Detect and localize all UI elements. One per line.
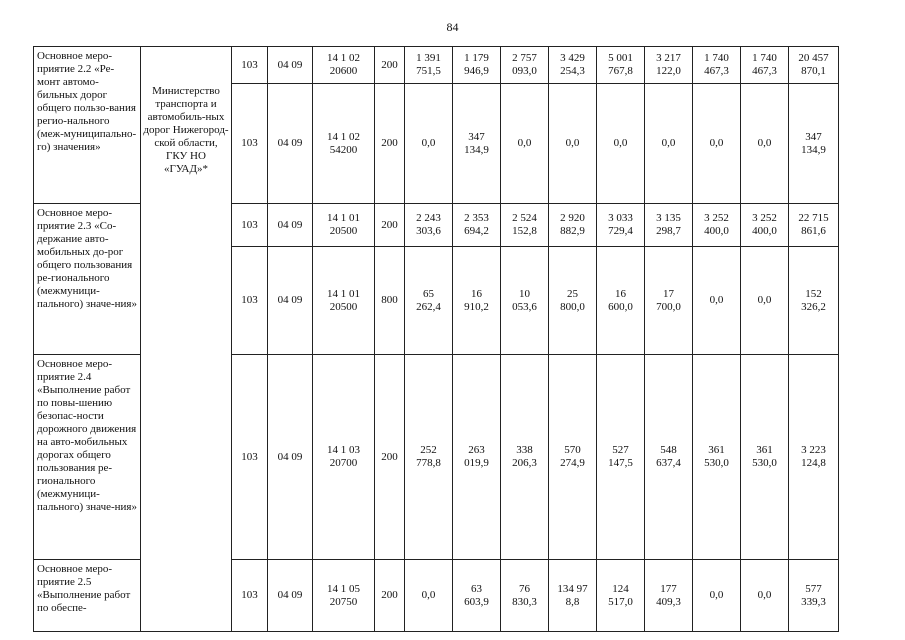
amount-part: 124 [612, 582, 629, 595]
ministry-code-cell: 103 [232, 47, 268, 84]
amount-part: 530,0 [704, 457, 729, 469]
amount-part: 882,9 [560, 225, 585, 237]
amount-part: 3 429 [560, 52, 585, 64]
amount-cell [405, 355, 453, 560]
amount-part: 347 [805, 130, 822, 143]
target-article-part: 14 1 03 [327, 444, 360, 456]
amount-cell [693, 247, 741, 355]
table-row [34, 47, 839, 84]
expense-type-cell: 800 [375, 247, 405, 355]
amount-cell [645, 355, 693, 560]
amount-part: 0,0 [709, 589, 724, 601]
amount-part: 0,0 [613, 137, 628, 149]
amount-part: 053,6 [512, 300, 537, 313]
measure-title: Основное меро-приятие 2.3 «Со-держание авто-мобильных до-рог общего пользования ре-гионального (межмуници-пального) значе-ния» [34, 204, 141, 355]
target-article-part: 14 1 02 [327, 130, 360, 143]
target-article-cell [313, 560, 375, 632]
amount-part: 637,4 [656, 457, 681, 469]
amount-part: 263 [468, 444, 485, 456]
target-article-cell [313, 84, 375, 204]
amount-part: 751,5 [416, 65, 441, 77]
amount-part: 252 [420, 444, 437, 456]
amount-part: 0,0 [757, 137, 772, 149]
amount-cell [549, 355, 597, 560]
amount-part: 0,0 [565, 137, 580, 149]
amount-part: 2 757 [512, 52, 537, 64]
measure-title: Основное меро-приятие 2.4 «Выполнение работ по повы-шению безопас-ности дорожного движения на авто-мобильных дорогах общего пользования ре-гионального (межмуници-пального) значе-ния» [34, 355, 141, 560]
amount-part: 152 [805, 287, 822, 300]
amount-part: 0,0 [709, 137, 724, 149]
amount-part: 10 [519, 287, 530, 300]
amount-cell [453, 84, 501, 204]
amount-part: 5 001 [608, 52, 633, 64]
amount-part: 530,0 [752, 457, 777, 469]
amount-part: 1 391 [416, 52, 441, 64]
amount-part: 700,0 [656, 300, 681, 313]
amount-part: 298,7 [656, 225, 681, 237]
amount-part: 1 740 [704, 52, 729, 64]
amount-part: 093,0 [512, 65, 537, 77]
amount-cell [741, 204, 789, 247]
amount-part: 206,3 [512, 457, 537, 469]
amount-cell [693, 84, 741, 204]
amount-part: 152,8 [512, 225, 537, 237]
amount-part: 1 740 [752, 52, 777, 64]
section-code-cell: 04 09 [268, 84, 313, 204]
amount-part: 76 [519, 582, 530, 595]
amount-part: 3 223 [801, 444, 826, 456]
amount-cell [501, 84, 549, 204]
amount-part: 134,9 [801, 143, 826, 156]
expense-type-cell: 200 [375, 560, 405, 632]
amount-cell [405, 204, 453, 247]
target-article-part: 20500 [329, 300, 358, 313]
amount-cell [453, 47, 501, 84]
amount-cell [645, 247, 693, 355]
amount-cell [597, 247, 645, 355]
ministry-code-cell: 103 [232, 84, 268, 204]
amount-cell [501, 247, 549, 355]
measure-title: Основное меро-приятие 2.5 «Выполнение работ по обеспе- [34, 560, 141, 632]
budget-table [33, 46, 839, 632]
target-article-part: 20700 [329, 457, 358, 469]
amount-part: 800,0 [560, 300, 585, 313]
amount-part: 8,8 [565, 595, 580, 608]
target-article-part: 20600 [329, 65, 358, 77]
target-article-part: 20750 [329, 595, 358, 608]
amount-cell [549, 560, 597, 632]
amount-part: 147,5 [608, 457, 633, 469]
amount-cell [597, 560, 645, 632]
amount-cell [693, 560, 741, 632]
section-code-cell: 04 09 [268, 47, 313, 84]
amount-cell [549, 47, 597, 84]
amount-part: 262,4 [416, 300, 441, 313]
amount-part: 22 715 [798, 212, 829, 224]
amount-part: 274,9 [560, 457, 585, 469]
amount-part: 694,2 [464, 225, 489, 237]
amount-part: 467,3 [752, 65, 777, 77]
amount-part: 3 252 [752, 212, 777, 224]
amount-part: 778,8 [416, 457, 441, 469]
amount-cell [453, 247, 501, 355]
ministry-code-cell: 103 [232, 355, 268, 560]
amount-cell [549, 247, 597, 355]
amount-cell [789, 355, 839, 560]
amount-cell [741, 560, 789, 632]
target-article-cell [313, 355, 375, 560]
amount-cell [789, 47, 839, 84]
amount-cell [741, 47, 789, 84]
amount-cell [405, 560, 453, 632]
amount-cell [741, 247, 789, 355]
amount-part: 65 [423, 287, 434, 300]
amount-part: 3 135 [656, 212, 681, 224]
amount-part: 830,3 [512, 595, 537, 608]
amount-part: 326,2 [801, 300, 826, 313]
amount-part: 527 [612, 444, 629, 456]
measure-title: Основное меро-приятие 2.2 «Ре-монт автомо-бильных дорог общего пользо-вания регио-нального (меж-муниципально-го) значения» [34, 47, 141, 204]
amount-part: 400,0 [752, 225, 777, 237]
amount-part: 729,4 [608, 225, 633, 237]
amount-part: 347 [468, 130, 485, 143]
amount-part: 400,0 [704, 225, 729, 237]
amount-part: 548 [660, 444, 677, 456]
amount-cell [597, 47, 645, 84]
target-article-cell [313, 47, 375, 84]
ministry-code-cell: 103 [232, 204, 268, 247]
amount-cell [741, 355, 789, 560]
amount-part: 3 252 [704, 212, 729, 224]
amount-part: 577 [805, 582, 822, 595]
amount-part: 16 [471, 287, 482, 300]
amount-cell [645, 204, 693, 247]
amount-part: 2 524 [512, 212, 537, 224]
amount-part: 0,0 [421, 137, 436, 149]
amount-part: 25 [567, 287, 578, 300]
section-code-cell: 04 09 [268, 560, 313, 632]
target-article-part: 14 1 05 [327, 582, 360, 595]
amount-part: 570 [564, 444, 581, 456]
target-article-part: 14 1 02 [327, 52, 360, 64]
amount-part: 2 920 [560, 212, 585, 224]
amount-cell [789, 560, 839, 632]
amount-part: 603,9 [464, 595, 489, 608]
amount-part: 20 457 [798, 52, 829, 64]
amount-cell [693, 204, 741, 247]
amount-part: 1 179 [464, 52, 489, 64]
amount-part: 177 [660, 582, 677, 595]
amount-part: 3 217 [656, 52, 681, 64]
amount-cell [789, 84, 839, 204]
amount-part: 134 97 [557, 582, 588, 595]
amount-part: 019,9 [464, 457, 489, 469]
amount-cell [645, 560, 693, 632]
amount-cell [693, 355, 741, 560]
amount-cell [501, 47, 549, 84]
amount-part: 122,0 [656, 65, 681, 77]
amount-part: 303,6 [416, 225, 441, 237]
section-code-cell: 04 09 [268, 204, 313, 247]
amount-cell [597, 204, 645, 247]
section-code-cell: 04 09 [268, 247, 313, 355]
target-article-part: 14 1 01 [327, 287, 360, 300]
target-article-part: 20500 [329, 225, 358, 237]
amount-part: 0,0 [661, 137, 676, 149]
amount-part: 124,8 [801, 457, 826, 469]
section-code-cell: 04 09 [268, 355, 313, 560]
expense-type-cell: 200 [375, 47, 405, 84]
amount-cell [693, 47, 741, 84]
expense-type-cell: 200 [375, 355, 405, 560]
amount-cell [453, 560, 501, 632]
amount-part: 254,3 [560, 65, 585, 77]
amount-part: 16 [615, 287, 626, 300]
amount-cell [741, 84, 789, 204]
amount-cell [789, 204, 839, 247]
amount-part: 2 243 [416, 212, 441, 224]
amount-part: 467,3 [704, 65, 729, 77]
responsible-organization: Министерство транспорта и автомобиль-ных дорог Нижегород-ской области, ГКУ НО «ГУАД»* [141, 47, 232, 632]
amount-part: 361 [708, 444, 725, 456]
target-article-part: 54200 [329, 143, 358, 156]
amount-part: 946,9 [464, 65, 489, 77]
amount-cell [597, 355, 645, 560]
expense-type-cell: 200 [375, 204, 405, 247]
amount-part: 870,1 [801, 65, 826, 77]
amount-part: 409,3 [656, 595, 681, 608]
amount-part: 861,6 [801, 225, 826, 237]
amount-cell [645, 84, 693, 204]
amount-cell [597, 84, 645, 204]
target-article-part: 14 1 01 [327, 212, 360, 224]
amount-cell [405, 84, 453, 204]
page-number: 84 [446, 20, 459, 34]
ministry-code-cell: 103 [232, 560, 268, 632]
amount-part: 0,0 [709, 294, 724, 306]
amount-cell [405, 247, 453, 355]
amount-part: 63 [471, 582, 482, 595]
amount-cell [453, 355, 501, 560]
amount-cell [789, 247, 839, 355]
amount-part: 910,2 [464, 300, 489, 313]
amount-cell [405, 47, 453, 84]
amount-part: 0,0 [757, 294, 772, 306]
amount-part: 600,0 [608, 300, 633, 313]
amount-cell [549, 84, 597, 204]
amount-part: 339,3 [801, 595, 826, 608]
amount-part: 517,0 [608, 595, 633, 608]
expense-type-cell: 200 [375, 84, 405, 204]
target-article-cell [313, 247, 375, 355]
target-article-cell [313, 204, 375, 247]
amount-part: 134,9 [464, 143, 489, 156]
amount-part: 338 [516, 444, 533, 456]
amount-cell [549, 204, 597, 247]
amount-part: 0,0 [421, 589, 436, 601]
amount-cell [501, 204, 549, 247]
ministry-code-cell: 103 [232, 247, 268, 355]
amount-part: 361 [756, 444, 773, 456]
amount-cell [501, 355, 549, 560]
amount-cell [453, 204, 501, 247]
amount-cell [645, 47, 693, 84]
amount-part: 17 [663, 287, 674, 300]
amount-part: 0,0 [517, 137, 532, 149]
amount-part: 767,8 [608, 65, 633, 77]
amount-cell [501, 560, 549, 632]
amount-part: 2 353 [464, 212, 489, 224]
amount-part: 3 033 [608, 212, 633, 224]
amount-part: 0,0 [757, 589, 772, 601]
